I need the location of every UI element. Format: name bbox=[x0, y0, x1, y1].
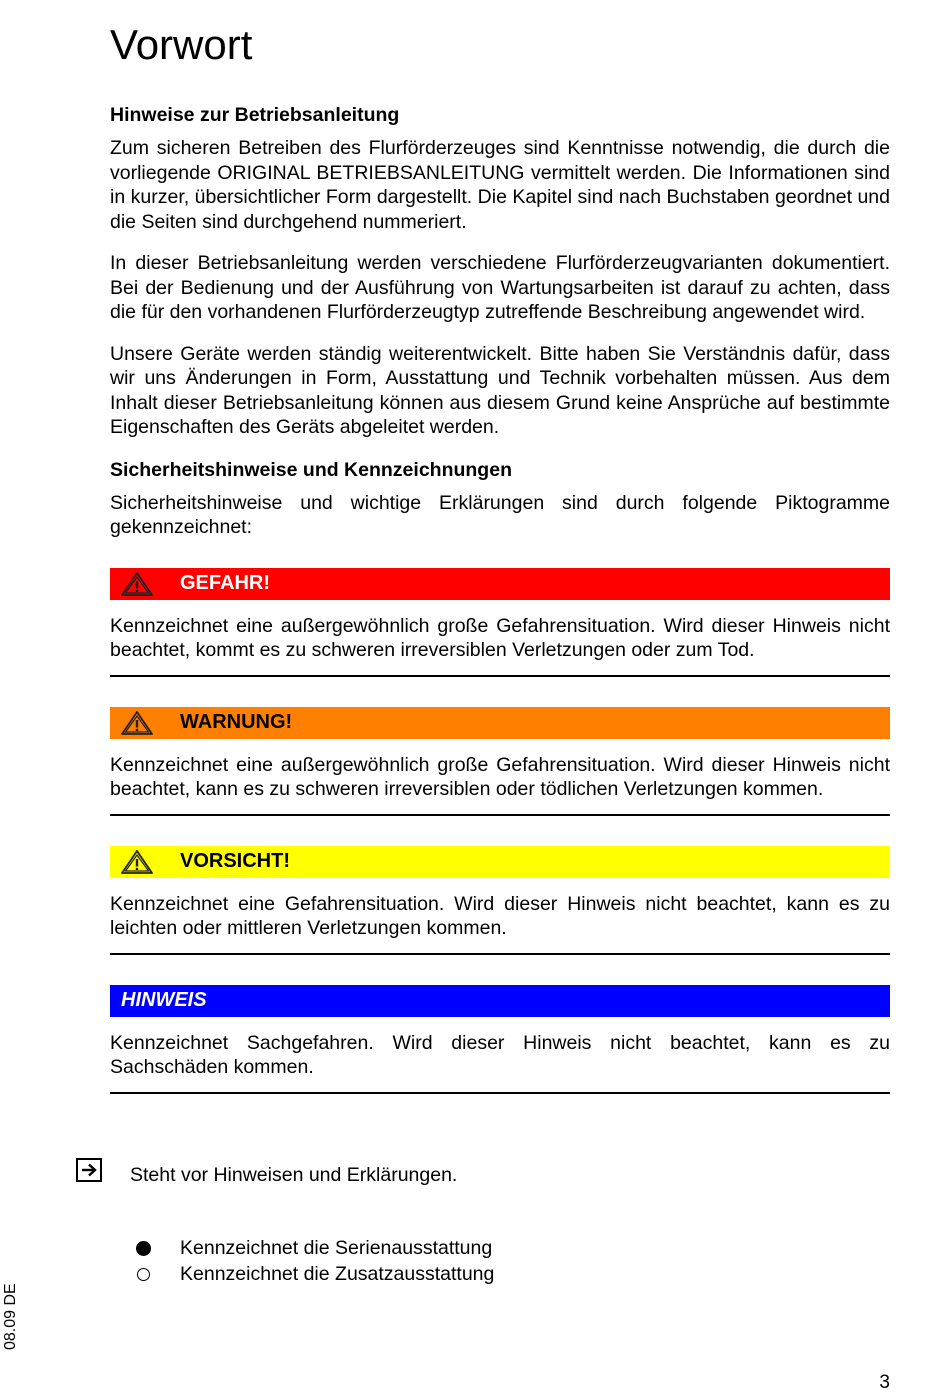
page-title: Vorwort bbox=[110, 21, 253, 68]
notice-gefahr bbox=[110, 568, 890, 677]
notice-hinweis bbox=[110, 985, 890, 1094]
notice-gefahr-text: Kennzeichnet eine außergewöhnlich große Gefahrensituation. Wird dieser Hinweis nicht beachtet, kommt es zu schweren irreversiblen Verletzungen oder zum Tod. bbox=[110, 614, 890, 661]
section2-intro: Sicherheitshinweise und wichtige Erklärungen sind durch folgende Piktogramme gekennzeichnet: bbox=[110, 491, 890, 538]
arrow-note bbox=[76, 1158, 102, 1182]
notice-vorsicht bbox=[110, 846, 890, 955]
open-circle-icon bbox=[137, 1268, 150, 1281]
legend-optional-text: Kennzeichnet die Zusatzausstattung bbox=[180, 1262, 495, 1285]
arrow-note-text: Steht vor Hinweisen und Erklärungen. bbox=[130, 1164, 458, 1186]
section-heading-sicherheitshinweise: Sicherheitshinweise und Kennzeichnungen bbox=[110, 458, 512, 481]
banner-vorsicht-label: VORSICHT! bbox=[180, 850, 290, 872]
banner-gefahr-label: GEFAHR! bbox=[180, 572, 270, 594]
banner-vorsicht bbox=[110, 846, 890, 878]
legend-item-standard bbox=[134, 1235, 494, 1261]
main-content bbox=[110, 102, 890, 1094]
paragraph-2: In dieser Betriebsanleitung werden verschiedene Flurförderzeugvarianten dokumentiert. Bei der Bedienung und der Ausführung von Wartungsarbeiten ist darauf zu achten, dass die für den vorhandenen Flurförderzeugtyp zutreffende Beschreibung angewendet wird. bbox=[110, 252, 890, 323]
notice-vorsicht-text: Kennzeichnet eine Gefahrensituation. Wird dieser Hinweis nicht beachtet, kann es zu leichten oder mittleren Verletzungen kommen. bbox=[110, 892, 890, 939]
notice-warnung bbox=[110, 707, 890, 816]
filled-circle-icon bbox=[136, 1241, 151, 1256]
divider bbox=[110, 953, 890, 955]
warning-triangle-icon bbox=[120, 710, 154, 736]
banner-warnung bbox=[110, 707, 890, 739]
paragraph-3: Unsere Geräte werden ständig weiterentwickelt. Bitte haben Sie Verständnis dafür, dass wir uns Änderungen in Form, Ausstattung und Technik vorbehalten müssen. Aus dem Inhalt dieser Betriebsanleitung können aus diesem Grund keine Ansprüche auf bestimmte Eigenschaften des Geräts abgeleitet werden. bbox=[110, 342, 890, 438]
notice-hinweis-text: Kennzeichnet Sachgefahren. Wird dieser Hinweis nicht beachtet, kann es zu Sachschäden kommen. bbox=[110, 1031, 890, 1078]
paragraph-1: Zum sicheren Betreiben des Flurförderzeuges sind Kenntnisse notwendig, die durch die vorliegende ORIGINAL BETRIEBSANLEITUNG vermittelt werden. Die Informationen sind in kurzer, übersichtlicher Form dargestellt. Die Kapitel sind nach Buchstaben geordnet und die Seiten sind durchgehend nummeriert. bbox=[110, 137, 890, 233]
edition-code: 08.09 DE bbox=[2, 1283, 19, 1350]
warning-triangle-icon bbox=[120, 571, 154, 597]
banner-hinweis-label: HINWEIS bbox=[121, 989, 207, 1011]
legend-item-optional bbox=[134, 1261, 494, 1287]
banner-gefahr bbox=[110, 568, 890, 600]
divider bbox=[110, 814, 890, 816]
divider bbox=[110, 675, 890, 677]
divider bbox=[110, 1092, 890, 1094]
equipment-legend bbox=[134, 1235, 494, 1287]
banner-warnung-label: WARNUNG! bbox=[180, 711, 293, 733]
legend-standard-text: Kennzeichnet die Serienausstattung bbox=[180, 1236, 493, 1259]
notice-warnung-text: Kennzeichnet eine außergewöhnlich große Gefahrensituation. Wird dieser Hinweis nicht beachtet, kann es zu schweren irreversiblen oder tödlichen Verletzungen kommen. bbox=[110, 753, 890, 800]
arrow-right-box-icon bbox=[76, 1158, 102, 1182]
section-heading-betriebsanleitung: Hinweise zur Betriebsanleitung bbox=[110, 104, 400, 126]
page-number: 3 bbox=[879, 1372, 890, 1393]
warning-triangle-icon bbox=[120, 849, 154, 875]
banner-hinweis bbox=[110, 985, 890, 1017]
